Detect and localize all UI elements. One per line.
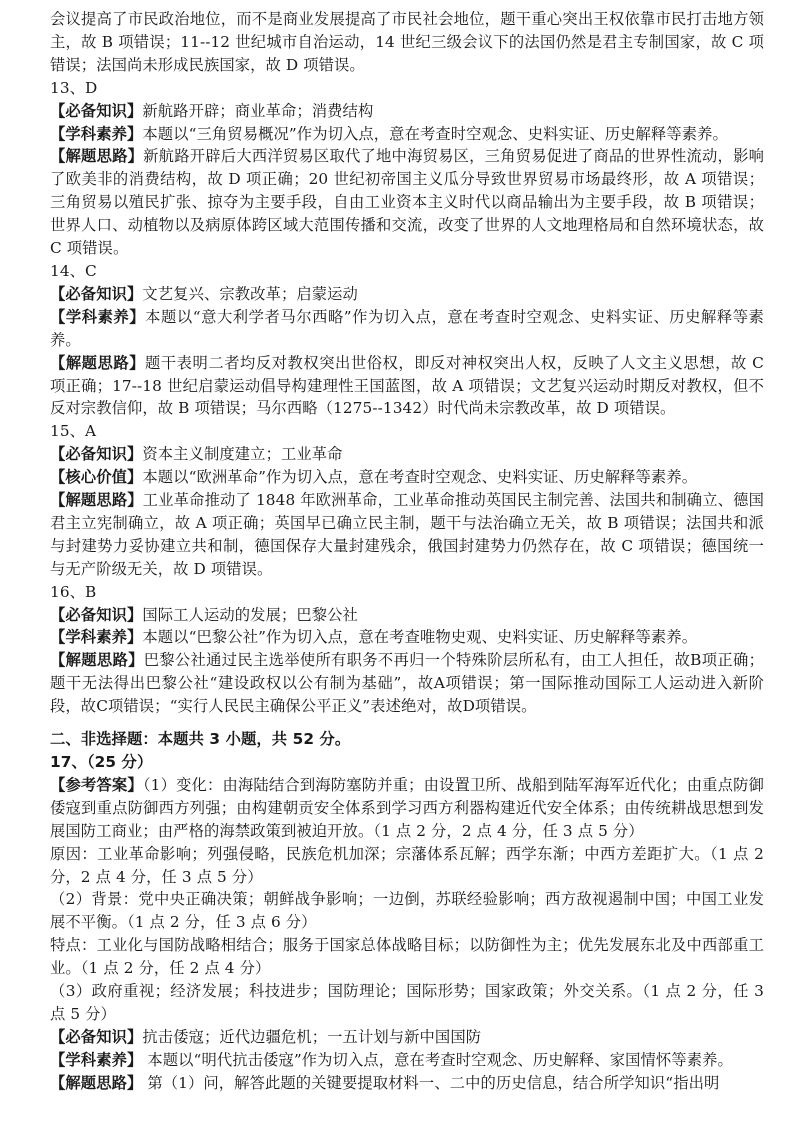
intro-paragraph: 会议提高了市民政治地位，而不是商业发展提高了市民社会地位，题干重心突出王权依靠市民打击地方领主，故 B 项错误；11--12 世纪城市自治运动，14 世纪三级会议下的法国仍然是君主专制国家，故 C 项错误；法国尚未形成民族国家，故 D 项错误。: [50, 10, 764, 74]
q17-thinking: [50, 1072, 764, 1095]
q14-thinking-text: 题干表明二者均反对教权突出世俗权，即反对神权突出人权，反映了人文主义思想，故 C 项正确；17--18 世纪启蒙运动倡导构建理性王国蓝图，故 A 项错误；文艺复兴运动时期反对教权，但不反对宗教信仰，故 B 项错误；马尔西略（1275--1342）时代尚未宗教改革，故 D 项错误。: [50, 353, 764, 418]
question-17-score: 17、（25 分）: [50, 753, 153, 771]
q17-answer-1-reason: 原因：工业革命影响；列强侵略，民族危机加深；宗藩体系瓦解；西学东渐；中西方差距扩大。（1 点 2 分，2 点 4 分，任 3 点 5 分）: [50, 844, 764, 886]
q17-thinking-tag: 【解题思路】: [50, 1073, 143, 1092]
q15-value-text: 本题以“欧洲革命”作为切入点，意在考查时空观念、史料实证、历史解释等素养。: [142, 468, 698, 487]
question-13-answer: 13、D: [50, 78, 98, 97]
q15-thinking-tag: 【解题思路】: [50, 491, 143, 510]
q14-literacy: [50, 306, 764, 352]
document-page: [50, 8, 764, 1095]
q13-knowledge-tag: 【必备知识】: [50, 101, 143, 120]
q14-thinking-tag: 【解题思路】: [50, 353, 146, 372]
q15-value-tag: 【核心价值】: [50, 468, 143, 487]
q17-thinking-text: 第（1）问，解答此题的关键要提取材料一、二中的历史信息，结合所学知识“指出明: [142, 1073, 720, 1092]
q13-literacy: [50, 123, 764, 146]
q17-knowledge-text: 抗击倭寇；近代边疆危机；一五计划与新中国国防: [142, 1027, 482, 1046]
q17-knowledge-tag: 【必备知识】: [50, 1027, 143, 1046]
q17-answer-2-background: （2）背景：党中央正确决策；朝鲜战争影响；一边倒，苏联经验影响；西方敌视遏制中国；中国工业发展不平衡。（1 点 2 分，任 3 点 6 分）: [50, 890, 764, 932]
q15-thinking-text: 工业革命推动了 1848 年欧洲革命，工业革命推动英国民主制完善、法国共和制确立、德国君主立宪制确立，故 A 项正确；英国早已确立民主制，题干与法治确立无关，故 B 项错误；法国共和派与封建势力妥协建立共和制，德国保存大量封建残余，俄国封建势力仍然存在，故 C 项错误；德国统一与无产阶级无关，故 D 项错误。: [50, 491, 764, 578]
q13-thinking-text: 新航路开辟后大西洋贸易区取代了地中海贸易区，三角贸易促进了商品的世界性流动，影响了欧美非的消费结构，故 D 项正确；20 世纪初帝国主义瓜分导致世界贸易市场最终形，故 A 项错误；三角贸易以殖民扩张、掠夺为主要手段，自由工业资本主义时代以商品输出为主要手段，故 B 项错误；世界人口、动植物以及病原体跨区域大范围传播和交流，改变了世界的人文地理格局和自然环境状态，故 C 项错误。: [50, 147, 764, 258]
q17-literacy: [50, 1049, 764, 1072]
q13-knowledge-text: 新航路开辟；商业革命；消费结构: [142, 101, 374, 120]
q14-literacy-tag: 【学科素养】: [50, 307, 146, 326]
question-14-answer: 14、C: [50, 261, 97, 280]
q15-value: [50, 466, 764, 489]
q16-thinking: [50, 649, 764, 718]
q16-knowledge: [50, 604, 764, 627]
q14-thinking: [50, 352, 764, 421]
q17-answer-3: （3）政府重视；经济发展；科技进步；国防理论；国际形势；国家政策；外交关系。（1 点 2 分，任 3 点 5 分）: [50, 982, 764, 1023]
q17-answer-tag: 【参考答案】: [50, 775, 143, 794]
q16-thinking-tag: 【解题思路】: [50, 651, 144, 670]
q17-knowledge: [50, 1026, 764, 1049]
q16-thinking-text: 巴黎公社通过民主选举使所有职务不再归一个特殊阶层所私有，由工人担任，故B项正确；题干无法得出巴黎公社“建设政权以公有制为基础”，故A项错误；第一国际推动国际工人运动进入新阶段，故C项错误；“实行人民民主确保公平正义”表述绝对，故D项错误。: [50, 651, 764, 716]
q14-knowledge-tag: 【必备知识】: [50, 284, 143, 303]
q16-literacy-text: 本题以“巴黎公社”作为切入点，意在考查唯物史观、史料实证、历史解释等素养。: [142, 628, 698, 647]
q16-knowledge-tag: 【必备知识】: [50, 605, 143, 624]
q13-knowledge: [50, 100, 764, 123]
q13-thinking-tag: 【解题思路】: [50, 147, 144, 166]
q13-thinking: [50, 145, 764, 260]
q15-knowledge-tag: 【必备知识】: [50, 445, 143, 464]
question-16-answer: 16、B: [50, 582, 97, 601]
q17-answer-2-features: 特点：工业化与国防战略相结合；服务于国家总体战略目标；以防御性为主；优先发展东北及中西部重工业。（1 点 2 分，任 2 点 4 分）: [50, 936, 764, 978]
q16-literacy: [50, 626, 764, 649]
q16-knowledge-text: 国际工人运动的发展；巴黎公社: [142, 605, 358, 624]
section-2-title: 二、非选择题：本题共 3 小题，共 52 分。: [50, 730, 351, 749]
q14-literacy-text: 本题以“意大利学者马尔西略”作为切入点，意在考查时空观念、史料实证、历史解释等素养。: [50, 307, 764, 349]
q15-knowledge-text: 资本主义制度建立；工业革命: [142, 445, 343, 464]
q14-knowledge: [50, 283, 764, 306]
q13-literacy-tag: 【学科素养】: [50, 124, 143, 143]
q15-thinking: [50, 489, 764, 581]
q17-literacy-tag: 【学科素养】: [50, 1050, 143, 1069]
q16-literacy-tag: 【学科素养】: [50, 628, 143, 647]
q15-knowledge: [50, 443, 764, 466]
q17-literacy-text: 本题以“明代抗击倭寇”作为切入点，意在考查时空观念、历史解释、家国情怀等素养。: [142, 1050, 733, 1069]
question-15-answer: 15、A: [50, 422, 97, 441]
q17-answer-1-change: [50, 774, 764, 843]
q17-answer-1-change-text: （1）变化：由海陆结合到海防塞防并重；由设置卫所、战船到陆军海军近代化；由重点防御倭寇到重点防御西方列强；由构建朝贡安全体系到学习西方利器构建近代安全体系；由传统耕战思想到发展国防工商业；由严格的海禁政策到被迫开放。（1 点 2 分，2 点 4 分，任 3 点 5 分）: [50, 775, 765, 840]
q14-knowledge-text: 文艺复兴、宗教改革；启蒙运动: [142, 284, 358, 303]
q13-literacy-text: 本题以“三角贸易概况”作为切入点，意在考查时空观念、史料实证、历史解释等素养。: [142, 124, 728, 143]
